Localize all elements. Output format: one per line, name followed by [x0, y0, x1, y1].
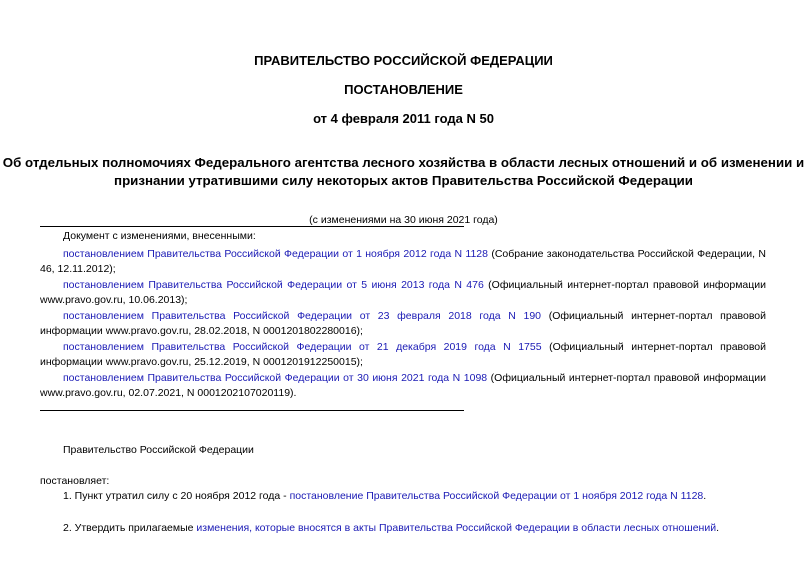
point-2: 2. Утвердить прилагаемые изменения, которые вносятся в акты Правительства Российской Федерации в области лесных отношений.	[63, 522, 719, 534]
divider-top	[40, 226, 464, 227]
point-1-link[interactable]: постановление Правительства Российской Федерации от 1 ноября 2012 года N 1128	[289, 490, 704, 502]
list-item: постановлением Правительства Российской Федерации от 30 июня 2021 года N 1098 (Официальный интернет-портал правовой информации www.pravo.gov.ru, 02.07.2021, N 0001202107020119).	[40, 372, 766, 399]
amendment-link[interactable]: постановлением Правительства Российской Федерации от 21 декабря 2019 года N 1755	[63, 341, 542, 353]
amendment-link[interactable]: постановлением Правительства Российской Федерации от 23 февраля 2018 года N 190	[63, 310, 542, 322]
changes-intro: Документ с изменениями, внесенными:	[63, 230, 256, 242]
changes-list	[40, 229, 766, 401]
point-2-link[interactable]: изменения, которые вносятся в акты Правительства Российской Федерации в области лесных отношений	[196, 522, 717, 534]
document-title: Об отдельных полномочиях Федерального агентства лесного хозяйства в области лесных отношений и об изменении и признании утратившими силу некоторых актов Правительства Российской Федерации	[2, 155, 805, 188]
amendment-link[interactable]: постановлением Правительства Российской Федерации от 30 июня 2021 года N 1098	[63, 372, 488, 384]
document-type: ПОСТАНОВЛЕНИЕ	[344, 82, 463, 97]
divider-bottom	[40, 410, 464, 411]
amendment-link[interactable]: постановлением Правительства Российской Федерации от 5 июня 2013 года N 476	[63, 279, 484, 291]
list-item: постановлением Правительства Российской Федерации от 5 июня 2013 года N 476 (Официальный интернет-портал правовой информации www.pravo.gov.ru, 10.06.2013);	[40, 279, 767, 306]
list-item: постановлением Правительства Российской Федерации от 1 ноября 2012 года N 1128 (Собрание законодательства Российской Федерации, N 46, 12.11.2012);	[40, 248, 766, 275]
list-item: постановлением Правительства Российской Федерации от 21 декабря 2019 года N 1755 (Официальный интернет-портал правовой информации www.pravo.gov.ru, 25.12.2019, N 0001201912250015);	[40, 341, 766, 368]
date-number: от 4 февраля 2011 года N 50	[313, 111, 494, 126]
point-1: 1. Пункт утратил силу с 20 ноября 2012 года - постановление Правительства Российской Федерации от 1 ноября 2012 года N 1128.	[63, 490, 707, 502]
amendment-link[interactable]: постановлением Правительства Российской Федерации от 1 ноября 2012 года N 1128	[63, 248, 488, 260]
revision-note: (с изменениями на 30 июня 2021 года)	[309, 213, 498, 226]
government-heading: ПРАВИТЕЛЬСТВО РОССИЙСКОЙ ФЕДЕРАЦИИ	[254, 53, 553, 68]
list-item: постановлением Правительства Российской Федерации от 23 февраля 2018 года N 190 (Официальный интернет-портал правовой информации www.pravo.gov.ru, 28.02.2018, N 0001201802280016);	[40, 310, 766, 337]
resolves: постановляет:	[40, 475, 110, 487]
issuer: Правительство Российской Федерации	[63, 444, 254, 456]
